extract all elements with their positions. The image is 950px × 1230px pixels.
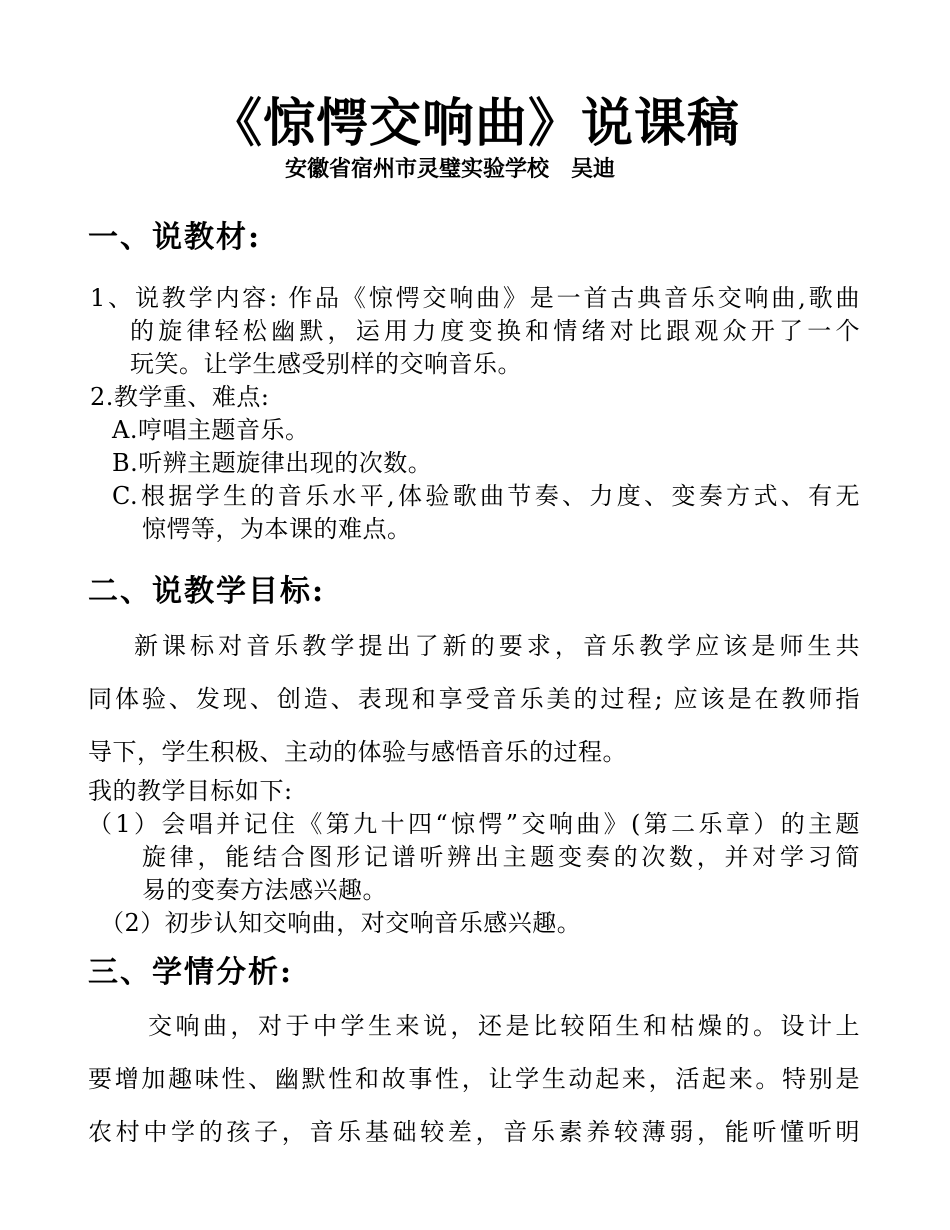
author-line: 安徽省宿州市灵璧实验学校 吴迪 [284,156,615,182]
paragraph-line: 同体验、发现、创造、表现和享受音乐美的过程; 应该是在教师指 [88,685,860,713]
section-heading-teaching-material: 一、说教材: [88,220,262,255]
section-heading-student-analysis: 三、学情分析: [88,955,294,990]
difficulty-item: B.听辨主题旋律出现的次数。 [112,449,433,477]
paragraph-line: 新课标对音乐教学提出了新的要求，音乐教学应该是师生共 [134,632,860,660]
goals-intro: 我的教学目标如下: [88,777,293,805]
goal-line: （2）初步认知交响曲，对交响音乐感兴趣。 [100,909,582,937]
content-line: 的旋律轻松幽默，运用力度变换和情绪对比跟观众开了一个 [130,317,860,345]
goal-line: 易的变奏方法感兴趣。 [142,876,387,904]
difficulty-item: C.根据学生的音乐水平,体验歌曲节奏、力度、变奏方式、有无 [112,482,860,510]
content-line: 玩笑。让学生感受别样的交响音乐。 [130,350,522,378]
goal-line: 旋律，能结合图形记谱听辨出主题变奏的次数，并对学习简 [142,843,860,871]
paragraph-line: 要增加趣味性、幽默性和故事性，让学生动起来，活起来。特别是 [88,1065,860,1093]
difficulty-item: A.哼唱主题音乐。 [112,416,310,444]
content-line: 1、说教学内容: 作品《惊愕交响曲》是一首古典音乐交响曲,歌曲 [90,284,860,312]
document-title: 《惊愕交响曲》说课稿 [209,93,740,154]
goal-line: （1）会唱并记住《第九十四“惊愕”交响曲》(第二乐章）的主题 [88,810,860,838]
paragraph-line: 交响曲，对于中学生来说，还是比较陌生和枯燥的。设计上 [148,1012,860,1040]
difficulty-item: 惊愕等，为本课的难点。 [142,515,412,543]
difficulty-title: 2.教学重、难点: [90,383,270,411]
paragraph-line: 导下，学生积极、主动的体验与感悟音乐的过程。 [88,738,627,766]
section-heading-teaching-goals: 二、说教学目标: [88,574,326,609]
paragraph-line: 农村中学的孩子，音乐基础较差，音乐素养较薄弱，能听懂听明 [88,1118,860,1146]
